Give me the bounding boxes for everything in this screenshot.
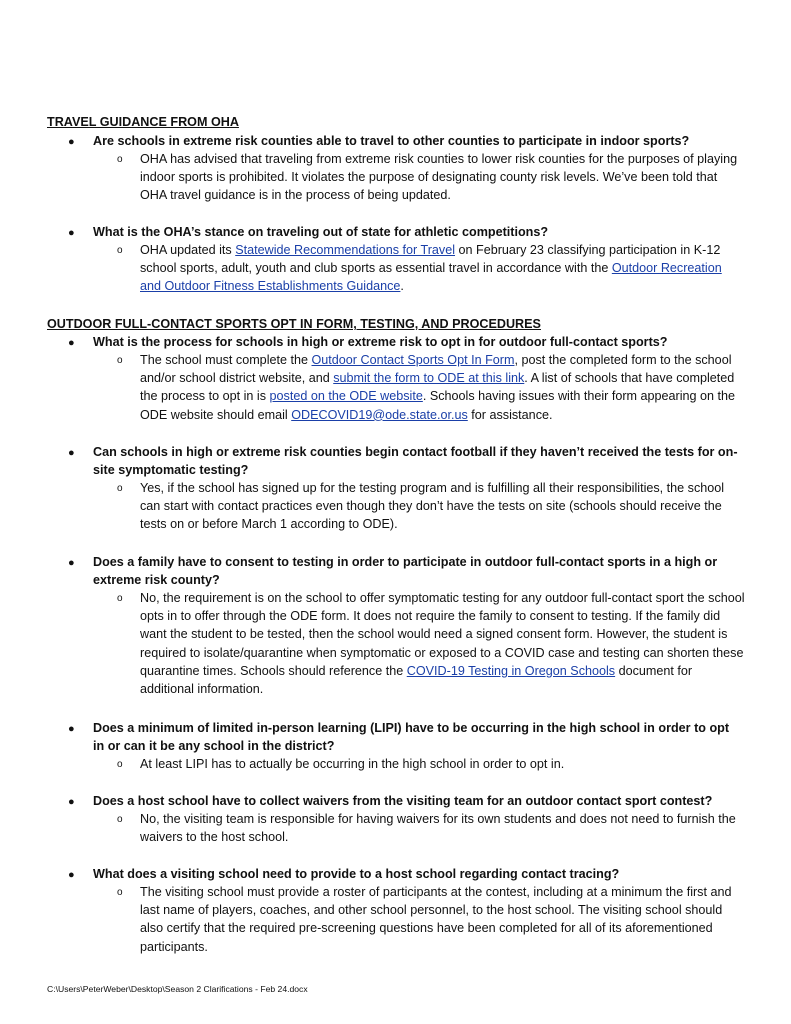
answer-indoor-travel: OHA has advised that traveling from extreme risk counties to lower risk counties for the purposes of playing indoor sports is prohibited. It violates the purpose of designating county risk levels. We’ve been told that OHA travel guidance is in the process of being updated.: [140, 152, 738, 203]
sub-bullet-icon: o: [117, 593, 123, 604]
answer-lipi-requirement: At least LIPI has to actually be occurring in the high school in order to opt in.: [140, 757, 565, 771]
bullet-icon: ●: [68, 869, 75, 881]
answer-opt-in-process: The school must complete the Outdoor Contact Sports Opt In Form, post the completed form to the school and/or school district website, and submit the form to ODE at this link. A list of schools that have completed the process to opt in is posted on the ODE website. Schools having issues with their form appearing on the ODE website should email ODECOVID19@ode.state.or.us for assistance.: [140, 353, 736, 422]
answer-contact-football-tests: Yes, if the school has signed up for the testing program and is fulfilling all their responsibilities, the school can start with contact practices even though they don’t have the tests on site (schools should receive the tests on or before March 1 according to ODE).: [140, 481, 725, 532]
question-indoor-travel: Are schools in extreme risk counties able to travel to other counties to participate in indoor sports?: [93, 134, 690, 148]
sub-bullet-icon: o: [117, 154, 123, 165]
footer-file-path: C:\Users\PeterWeber\Desktop\Season 2 Clarifications - Feb 24.docx: [47, 984, 308, 994]
bullet-icon: ●: [68, 557, 75, 569]
question-family-consent: Does a family have to consent to testing in order to participate in outdoor full-contact sports in a high or extreme risk county?: [93, 555, 718, 588]
sub-bullet-icon: o: [117, 887, 123, 898]
bullet-icon: ●: [68, 796, 75, 808]
answer-contact-tracing: The visiting school must provide a roster of participants at the contest, including at a minimum the first and last name of players, coaches, and other school personnel, to the host school. The visiting school should also certify that the required pre-screening questions have been completed for all of its aforementioned participants.: [140, 885, 732, 954]
bullet-icon: ●: [68, 337, 75, 349]
bullet-icon: ●: [68, 136, 75, 148]
link-opt-in-form[interactable]: Outdoor Contact Sports Opt In Form: [311, 353, 515, 367]
bullet-icon: ●: [68, 723, 75, 735]
bullet-icon: ●: [68, 227, 75, 239]
question-out-of-state-travel: What is the OHA’s stance on traveling out of state for athletic competitions?: [93, 225, 549, 239]
link-submit-form-to-ode[interactable]: submit the form to ODE at this link: [333, 371, 525, 386]
link-covid-testing-oregon-schools[interactable]: COVID-19 Testing in Oregon Schools: [406, 663, 616, 678]
answer-family-consent: No, the requirement is on the school to offer symptomatic testing for any outdoor full-contact sport the school opts in to offer through the ODE form. It does not require the family to consent to testing. If the family did want the student to be tested, then the school would need a signed consent form. However, the student is required to isolate/quarantine when symptomatic or exposed to a COVID case and testing can shorten these quarantine times. Schools should reference the COVID-19 Testing in Oregon Schools document for additional information.: [140, 591, 745, 697]
link-statewide-travel-recommendations[interactable]: Statewide Recommendations for Travel: [235, 243, 456, 257]
sub-bullet-icon: o: [117, 759, 123, 770]
sub-bullet-icon: o: [117, 355, 123, 366]
question-contact-tracing: What does a visiting school need to provide to a host school regarding contact tracing?: [93, 867, 620, 881]
section-heading-opt-in-procedures: OUTDOOR FULL-CONTACT SPORTS OPT IN FORM, TESTING, AND PROCEDURES: [47, 317, 541, 331]
sub-bullet-icon: o: [117, 483, 123, 494]
answer-host-school-waivers: No, the visiting team is responsible for having waivers for its own students and does not need to furnish the waivers to the host school.: [140, 812, 736, 845]
question-host-school-waivers: Does a host school have to collect waivers from the visiting team for an outdoor contact sport contest?: [93, 794, 713, 808]
link-ode-website[interactable]: posted on the ODE website: [269, 389, 423, 404]
question-contact-football-tests: Can schools in high or extreme risk counties begin contact football if they haven’t received the tests for on-site symptomatic testing?: [93, 445, 738, 478]
bullet-icon: ●: [68, 447, 75, 459]
question-lipi-requirement: Does a minimum of limited in-person learning (LIPI) have to be occurring in the high school in order to opt in or can it be any school in the district?: [93, 721, 730, 754]
question-opt-in-process: What is the process for schools in high or extreme risk to opt in for outdoor full-contact sports?: [93, 335, 668, 349]
link-outdoor-recreation-guidance[interactable]: Outdoor Recreation and Outdoor Fitness Establishments Guidance: [140, 261, 722, 294]
sub-bullet-icon: o: [117, 245, 123, 256]
section-heading-travel-guidance: TRAVEL GUIDANCE FROM OHA: [47, 115, 239, 129]
sub-bullet-icon: o: [117, 814, 123, 825]
link-ode-email[interactable]: ODECOVID19@ode.state.or.us: [291, 407, 468, 422]
answer-out-of-state-travel: OHA updated its Statewide Recommendations for Travel on February 23 classifying participation in K-12 school sports, adult, youth and club sports as essential travel in accordance with the Outdoor Recreation and Outdoor Fitness Establishments Guidance.: [140, 243, 722, 294]
